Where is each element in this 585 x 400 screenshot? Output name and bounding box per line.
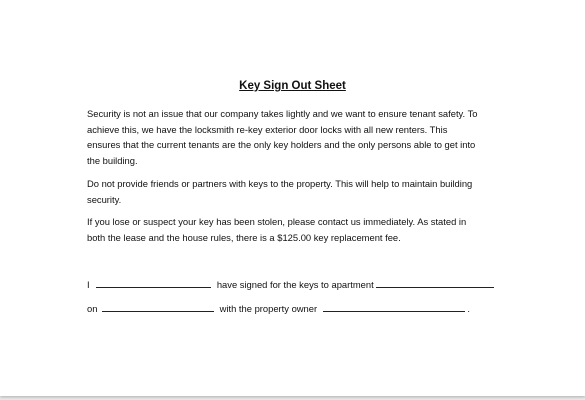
paragraph-line: both the lease and the house rules, there is a $125.00 key replacement fee. (87, 231, 401, 243)
paragraph-line: security. (87, 193, 122, 205)
signature-line-date (87, 302, 507, 315)
date-blank[interactable] (102, 302, 214, 312)
paragraph-line: Do not provide friends or partners with keys to the property. This will help to maintain building (87, 178, 473, 189)
document-title (0, 80, 585, 92)
paragraph-line: the building. (87, 154, 138, 166)
property-owner-blank[interactable] (323, 302, 465, 312)
signature-prefix: on (87, 303, 98, 314)
paragraph-line: Security is not an issue that our company takes lightly and we want to ensure tenant safety. To (87, 108, 478, 119)
signature-suffix: . (467, 303, 470, 314)
signature-middle-text: have signed for the keys to apartment (216, 279, 374, 290)
paragraph-line: ensures that the current tenants are the only key holders and the only persons able to get into (87, 139, 476, 150)
paragraph-line: achieve this, we have the locksmith re-key exterior door locks with all new renters. This (87, 123, 448, 135)
no-sharing-paragraph (87, 176, 507, 207)
lost-key-paragraph (87, 214, 507, 245)
tenant-name-blank[interactable] (96, 278, 211, 288)
security-paragraph (87, 106, 507, 168)
signature-prefix: I (87, 279, 90, 290)
paragraph-line: If you lose or suspect your key has been stolen, please contact us immediately. As stated in (87, 216, 467, 227)
signature-line-name (87, 278, 507, 291)
apartment-number-blank[interactable] (376, 278, 494, 288)
signature-middle-text: with the property owner (219, 303, 318, 314)
document-title-text: Key Sign Out Sheet (239, 80, 346, 92)
